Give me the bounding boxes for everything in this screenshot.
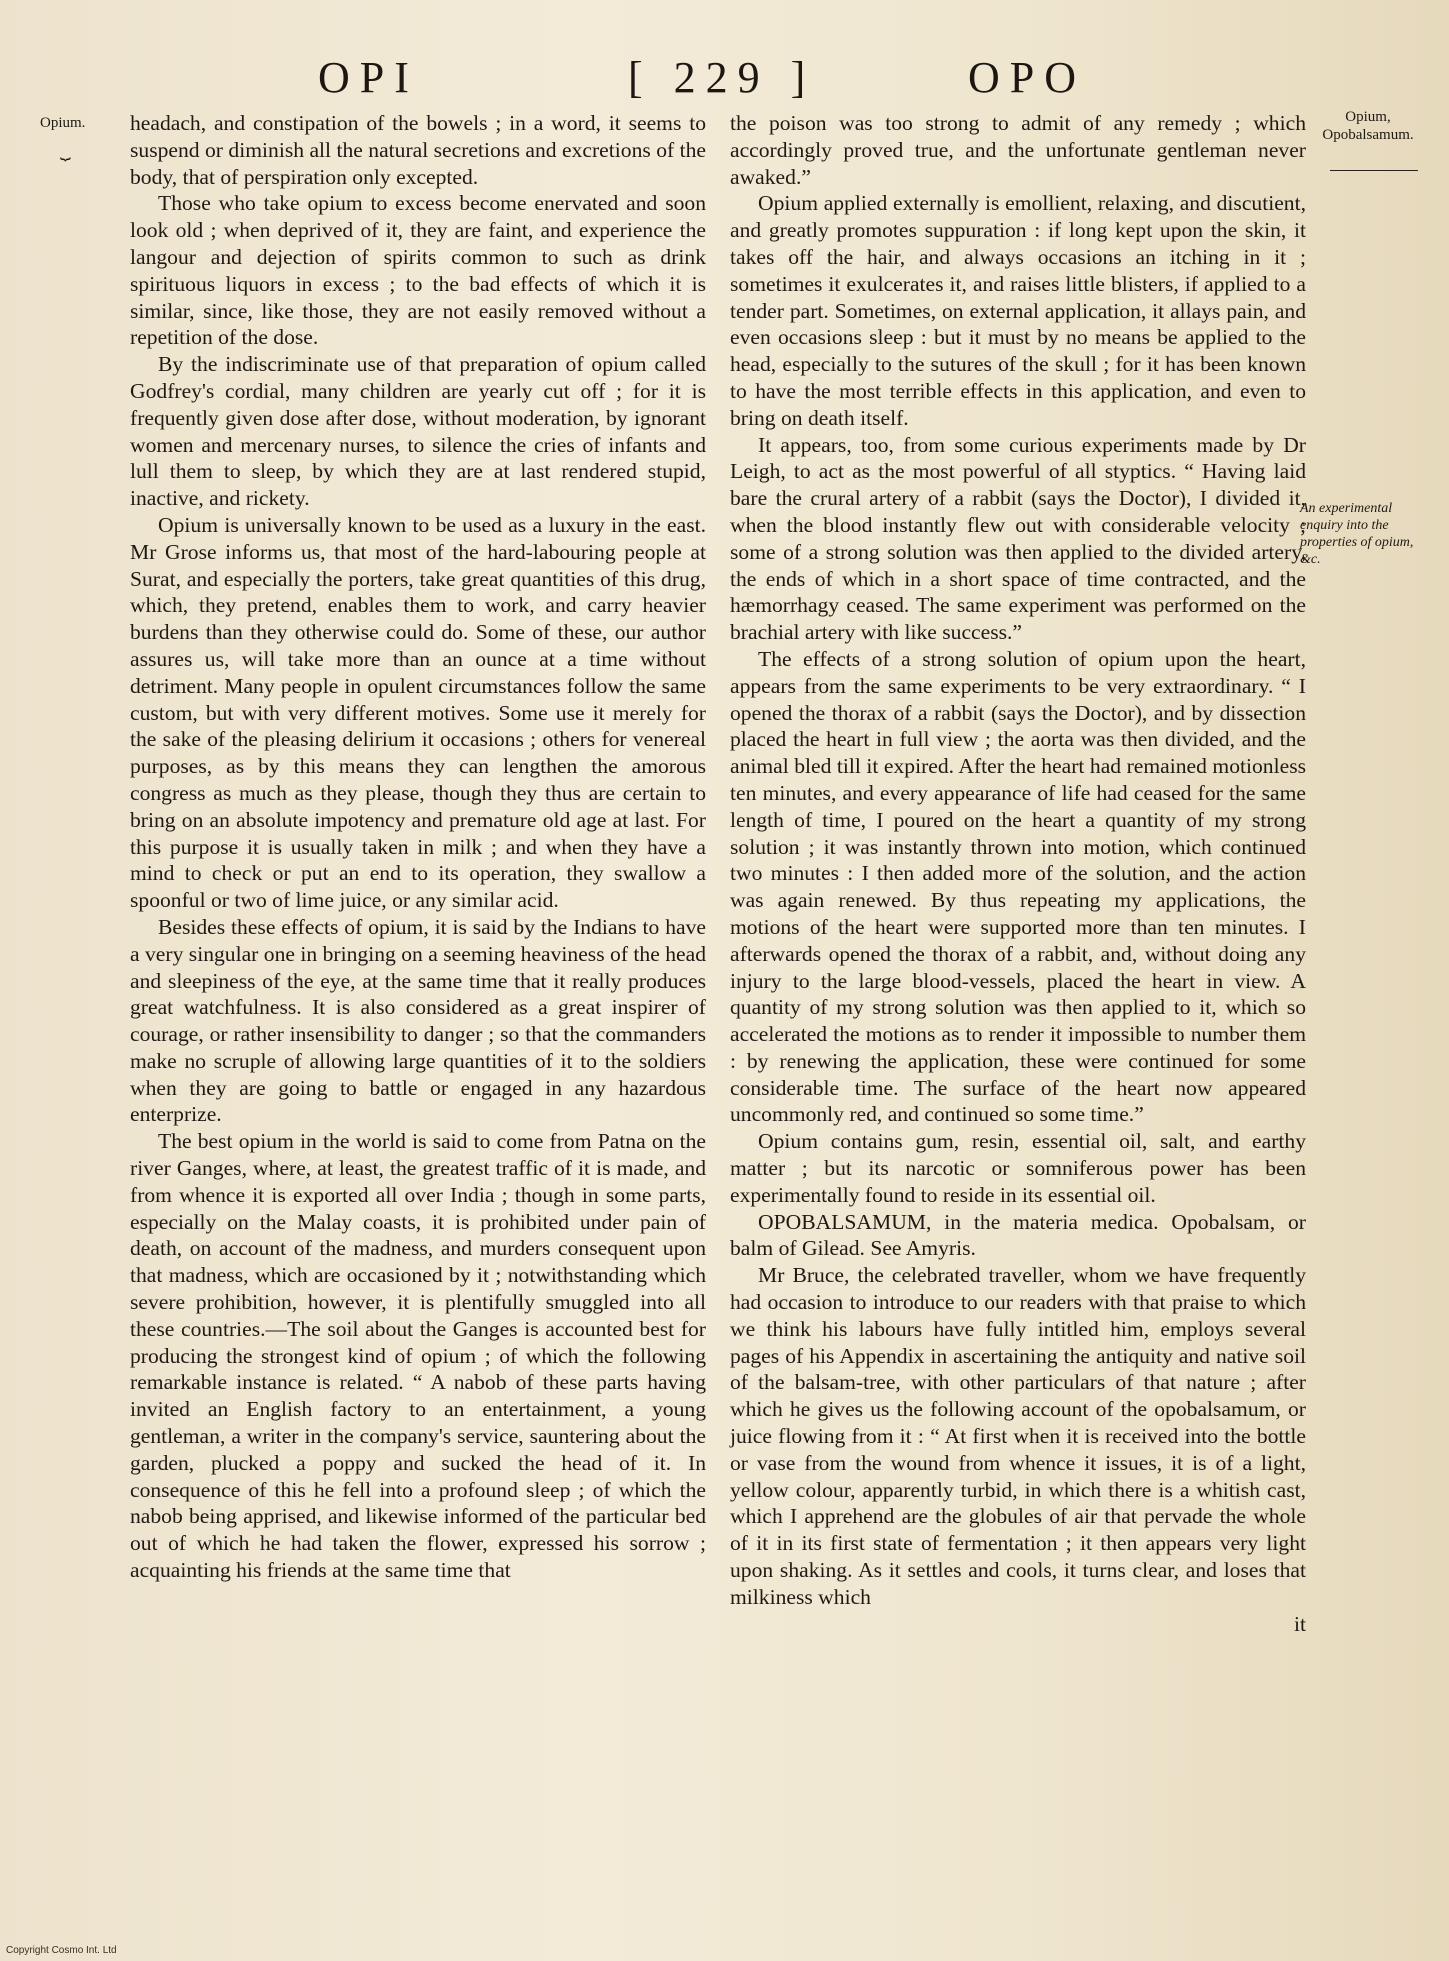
paragraph: The best opium in the world is said to come from Patna on the river Ganges, where, at least, the greatest traffic of it is made, and from whence it is exported all over India ; though in some parts, especially on the Malay coasts, it is prohibited under pain of death, on account of the madness, and murders consequent upon that madness, which are occasioned by it ; notwithstanding which severe prohibition, however, it is plentifully smuggled into all these countries.—The soil about the Ganges is accounted best for producing the strongest kind of opium ; of which the following remarkable instance is related. “ A nabob of these parts having invited an English factory to an entertainment, a young gentleman, a writer in the company's service, sauntering about the garden, plucked a poppy and sucked the head of it. In consequence of this he fell into a profound sleep ; of which the nabob being apprised, and likewise informed of the particular bed out of which he had taken the flower, expressed his sorrow ; acquainting his friends at the same time that [130, 1129, 706, 1583]
paragraph: The effects of a strong solution of opium upon the heart, appears from the same experiments to be very extraordinary. “ I opened the thorax of a rabbit (says the Doctor), and by dissection placed the heart in full view ; the aorta was then divided, and the animal bled till it expired. After the heart had remained motionless ten minutes, and every appearance of life had ceased for the same length of time, I poured on the heart a quantity of my strong solution ; it was instantly thrown into motion, which continued two minutes : I then added more of the solution, and the action was again renewed. By thus repeating my applications, the motions of the heart were supported more than ten minutes. I afterwards opened the thorax of a rabbit, and, without doing any injury to the large blood-vessels, placed the heart in view. A quantity of my strong solution was then applied to it, which so accelerated the motions as to render it impossible to number them : by renewing the application, these were continued for some considerable time. The surface of the heart now appeared uncommonly red, and continued so some time.” [730, 646, 1306, 1127]
paragraph: Opium is universally known to be used as a luxury in the east. Mr Grose informs us, that most of the hard-labouring people at Surat, and especially the porters, take great quantities of this drug, which, they pretend, enables them to work, and carry heavier burdens than they otherwise could do. Some of these, our author assures us, will take more than an ounce at a time without detriment. Many people in opulent circumstances follow the same custom, but with very different motives. Some use it merely for the sake of the pleasing delirium it occasions ; others for venereal purposes, as by this means they can lengthen the amorous congress as much as they please, though they thus are certain to bring on an absolute impotency and premature old age at last. For this purpose it is usually taken in milk ; and when they have a mind to check or put an end to its operation, they swallow a spoonful or two of lime juice, or any similar acid. [130, 512, 706, 913]
catchword: it [1294, 1611, 1306, 1636]
paragraph: headach, and constipation of the bowels ; in a word, it seems to suspend or diminish all the natural secretions and excretions of the body, that of perspiration only excepted. [130, 111, 706, 189]
page-number: [ 229 ] [628, 53, 816, 102]
margin-note-opium-opobalsamum: Opium, Opobalsamum. [1322, 109, 1414, 143]
header-left-word: OPI [318, 53, 419, 102]
running-header [0, 52, 1449, 112]
entry-heading-opobalsamum: OPOBALSAMUM, in the materia medica. Opobalsam, or balm of Gilead. See Amyris. [730, 1209, 1306, 1261]
header-right-word: OPO [968, 53, 1087, 102]
paragraph: Opium applied externally is emollient, relaxing, and discutient, and greatly promotes suppuration : if long kept upon the skin, it takes off the hair, and always occasions an itching in it ; sometimes it exulcerates it, and raises little blisters, if applied to a tender part. Sometimes, on external application, it allays pain, and even occasions sleep : but it must by no means be applied to the head, especially to the sutures of the skull ; for it has been known to have the most terrible effects in this application, and even to bring on death itself. [730, 191, 1306, 430]
margin-brace-left: ⏟ [60, 140, 71, 160]
margin-brace-right [1330, 170, 1418, 177]
paragraph: By the indiscriminate use of that preparation of opium called Godfrey's cordial, many children are yearly cut off ; for it is frequently given dose after dose, without moderation, by ignorant women and mercenary nurses, to silence the cries of infants and lull them to sleep, by which they are at last rendered stupid, inactive, and rickety. [130, 352, 706, 511]
paragraph: It appears, too, from some curious experiments made by Dr Leigh, to act as the most powerful of all styptics. “ Having laid bare the crural artery of a rabbit (says the Doctor), I divided it, when the blood instantly flew out with considerable velocity ; some of a strong solution was then applied to the divided artery, the ends of which in a short space of time contracted, and the hæmorrhagy ceased. The same experiment was performed on the brachial artery with like success.” [730, 432, 1306, 645]
paragraph: Those who take opium to excess become enervated and soon look old ; when deprived of it, they are faint, and experience the langour and dejection of spirits common to such as drink spirituous liquors in excess ; to the bad effects of which it is similar, since, like those, they are not easily removed without a repetition of the dose. [130, 191, 706, 350]
paragraph: Besides these effects of opium, it is said by the Indians to have a very singular one in bringing on a seeming heaviness of the head and sleepiness of the eye, at the same time that it really produces great watchfulness. It is also considered as a great inspirer of courage, or rather insensibility to danger ; so that the commanders make no scruple of allowing large quantities of it to the soldiers when they are going to battle or engaged in any hazardous enterprize. [130, 914, 706, 1127]
copyright-watermark: Copyright Cosmo Int. Ltd [6, 1945, 117, 1956]
paragraph: Opium contains gum, resin, essential oil, salt, and earthy matter ; but its narcotic or somniferous power has been experimentally found to reside in its essential oil. [730, 1129, 1306, 1207]
right-column [730, 110, 1306, 1637]
paragraph: Mr Bruce, the celebrated traveller, whom we have frequently had occasion to introduce to our readers with that praise to which we think his labours have fully intitled him, employs several pages of his Appendix in ascertaining the antiquity and native soil of the balsam-tree, with other particulars of that nature ; after which he gives us the following account of the opobalsamum, or juice flowing from it : “ At first when it is received into the bottle or vase from the wound from whence it issues, it is of a light, yellow colour, apparently turbid, in which there is a whitish cast, which I apprehend are the globules of air that pervade the whole of it in its first state of fermentation ; it then appears very light upon shaking. As it settles and cools, it turns clear, and loses that milkiness which [730, 1263, 1306, 1609]
left-column [130, 110, 706, 1584]
margin-note-opium: Opium. [40, 115, 86, 131]
paragraph: the poison was too strong to admit of any remedy ; which accordingly proved true, and the unfortunate gentleman never awaked.” [730, 111, 1306, 189]
margin-note-experiment: An experimental enquiry into the properties of opium, &c. [1300, 501, 1414, 567]
